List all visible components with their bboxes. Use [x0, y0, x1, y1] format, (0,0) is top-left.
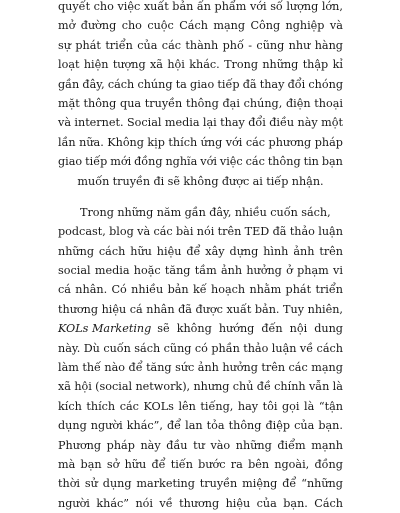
- word: và: [329, 19, 343, 33]
- word: bản.: [254, 302, 280, 316]
- word: những: [262, 58, 299, 72]
- word: các: [161, 38, 181, 52]
- word: hưởng: [246, 264, 282, 278]
- word: cuộc: [147, 19, 174, 33]
- word: tiếp: [266, 174, 289, 188]
- word: hàng: [314, 38, 343, 52]
- word: phương: [268, 135, 312, 149]
- word: để: [151, 457, 166, 471]
- word: tầm: [194, 264, 217, 278]
- text-line: [58, 16, 343, 35]
- word: tin: [303, 155, 319, 169]
- word: xuất: [226, 302, 252, 316]
- word: đã: [272, 225, 287, 239]
- text-line: [58, 94, 343, 113]
- word: xây: [205, 244, 225, 258]
- text-line: [58, 203, 343, 222]
- word: đây,: [209, 205, 232, 219]
- word: thảo: [243, 341, 269, 355]
- word: cuốn: [270, 205, 298, 219]
- paragraph-2: [58, 203, 343, 513]
- word: cho: [121, 19, 142, 33]
- word: ảnh: [197, 361, 219, 375]
- word: dụng: [58, 419, 87, 433]
- word: triển: [105, 38, 133, 52]
- word: Dù: [83, 341, 100, 355]
- word: kịp: [147, 135, 165, 149]
- word: “tận: [318, 399, 343, 413]
- text-line: [58, 377, 343, 396]
- word: truyền: [112, 174, 151, 188]
- word: vi: [333, 264, 343, 278]
- word: đã: [178, 302, 192, 316]
- word: internet.: [74, 116, 124, 130]
- word: cũng: [163, 341, 192, 355]
- word: ấn: [196, 0, 211, 13]
- text-column: [58, 0, 343, 513]
- word: chủ: [232, 380, 254, 394]
- paragraph-1: [58, 0, 343, 191]
- word: Trong: [224, 58, 258, 72]
- word: qua: [120, 96, 142, 110]
- word: những: [117, 205, 154, 219]
- word: nhân: [146, 302, 175, 316]
- word: xuất: [143, 0, 169, 13]
- word: truyền: [199, 477, 238, 491]
- text-line: [58, 0, 343, 16]
- word: bạn: [80, 457, 102, 471]
- word: thế: [82, 361, 101, 375]
- word: giao: [190, 77, 215, 91]
- book-title-italic: KOLs Marketing: [58, 322, 152, 336]
- word: hướng: [218, 322, 255, 336]
- word: gọi: [282, 399, 300, 413]
- word: lên: [178, 399, 196, 413]
- word: hiệu: [101, 302, 127, 316]
- word: để: [128, 361, 143, 375]
- word: thập: [302, 58, 329, 72]
- text-line: [58, 455, 343, 474]
- word: network),: [135, 380, 191, 394]
- word: thay: [220, 116, 245, 130]
- word: này: [297, 116, 318, 130]
- word: mở: [58, 19, 76, 33]
- word: social: [58, 264, 91, 278]
- word: cách: [316, 341, 343, 355]
- word: hoạch: [211, 283, 246, 297]
- word: sức: [175, 361, 195, 375]
- word: truyền: [144, 96, 183, 110]
- word: chóng: [308, 77, 343, 91]
- text-line: [58, 55, 343, 74]
- word: các: [119, 399, 139, 413]
- word: các: [153, 225, 173, 239]
- word: hiệu: [225, 496, 251, 510]
- word: ảnh: [220, 264, 243, 278]
- word: dung: [314, 322, 343, 336]
- word: ứng: [200, 135, 223, 149]
- word: Social: [126, 116, 162, 130]
- word: với: [200, 155, 217, 169]
- word: nội: [289, 322, 308, 336]
- word: chúng,: [243, 96, 283, 110]
- word: ảnh: [293, 244, 315, 258]
- text-line: [58, 242, 343, 261]
- word: nhận.: [291, 174, 324, 188]
- word: điểm: [277, 438, 306, 452]
- word: số: [270, 0, 283, 13]
- word: tiếp: [85, 155, 108, 169]
- word: được: [221, 174, 250, 188]
- word: đường: [80, 19, 117, 33]
- word: ra: [230, 457, 243, 471]
- word: mới: [110, 155, 132, 169]
- word: phần: [211, 341, 240, 355]
- word: thay: [259, 77, 285, 91]
- word: khác.: [189, 58, 220, 72]
- word: không: [176, 322, 212, 336]
- word: ở: [286, 264, 293, 278]
- word: như: [288, 38, 311, 52]
- word: -: [248, 38, 253, 52]
- word: nhằm: [249, 283, 282, 297]
- word: luận: [271, 341, 297, 355]
- word: tiến: [170, 457, 193, 471]
- word: nhân.: [75, 283, 108, 297]
- word: hữu: [124, 457, 147, 471]
- text-line: [58, 152, 343, 171]
- word: thảo: [289, 225, 315, 239]
- text-line: [58, 261, 343, 280]
- word: kỉ: [332, 58, 343, 72]
- word: thích: [168, 135, 198, 149]
- text-line: [58, 319, 343, 338]
- text-line: [58, 300, 343, 319]
- word: tăng: [146, 361, 172, 375]
- word: phố: [222, 38, 244, 52]
- word: về: [299, 341, 314, 355]
- word: miệng: [242, 477, 278, 491]
- text-line: [58, 222, 343, 241]
- word: nhưng: [193, 380, 230, 394]
- word: KOLs: [143, 399, 174, 413]
- word: hưởng: [222, 361, 258, 375]
- word: bài: [176, 225, 194, 239]
- word: nữa.: [79, 135, 104, 149]
- word: hội: [167, 58, 185, 72]
- word: bản: [172, 0, 194, 13]
- word: điều: [269, 116, 295, 130]
- word: đã: [242, 77, 257, 91]
- word: gần: [58, 77, 80, 91]
- text-line: [58, 494, 343, 513]
- word: trên: [261, 361, 286, 375]
- word: hiệu: [156, 244, 182, 258]
- word: gần: [184, 205, 206, 219]
- word: nào: [104, 361, 126, 375]
- word: với: [225, 135, 243, 149]
- word: media: [164, 116, 200, 130]
- text-line: [58, 133, 343, 152]
- word: nhiên,: [307, 302, 343, 316]
- word: sẽ: [167, 174, 181, 188]
- word: xã: [58, 380, 71, 394]
- word: đây,: [82, 77, 105, 91]
- word: bên: [248, 457, 270, 471]
- word: và: [137, 225, 151, 239]
- word: sẽ: [157, 322, 170, 336]
- word: Trong: [80, 205, 114, 219]
- word: lan: [185, 419, 203, 433]
- word: nghiệp: [285, 19, 325, 33]
- word: loạt: [58, 58, 80, 72]
- word: đổi: [287, 77, 306, 91]
- word: hội: [74, 380, 92, 394]
- word: đại: [222, 96, 240, 110]
- word: Không: [107, 135, 144, 149]
- word: người: [58, 496, 90, 510]
- word: triển: [315, 283, 343, 297]
- word: hoặc: [133, 264, 161, 278]
- word: khác”,: [126, 419, 163, 433]
- text-line: [58, 339, 343, 358]
- word: hình: [263, 244, 289, 258]
- word: bạn.: [318, 419, 343, 433]
- word: phát: [285, 283, 312, 297]
- word: “những: [301, 477, 343, 491]
- word: cách: [107, 77, 135, 91]
- word: chính: [274, 380, 306, 394]
- word: này.: [58, 341, 81, 355]
- word: để: [282, 477, 297, 491]
- word: kích: [58, 399, 82, 413]
- word: luận: [318, 225, 343, 239]
- word: sử: [84, 477, 98, 491]
- paragraph-gap: [58, 191, 343, 203]
- word: ngoài,: [274, 457, 310, 471]
- word: tôi: [262, 399, 278, 413]
- word: ta: [175, 77, 187, 91]
- word: các: [245, 155, 265, 169]
- word: đến: [261, 322, 283, 336]
- text-line: [58, 358, 343, 377]
- word: tiếp: [217, 77, 240, 91]
- word: đề: [256, 380, 271, 394]
- word: cuốn: [103, 341, 131, 355]
- word: dụng: [102, 477, 132, 491]
- word: podcast,: [58, 225, 106, 239]
- word: marketing: [136, 477, 195, 491]
- word: mặt: [58, 96, 80, 110]
- word: Công: [250, 19, 281, 33]
- word: dựng: [229, 244, 259, 258]
- word: bạn.: [283, 496, 308, 510]
- word: tư: [193, 438, 205, 452]
- word: phẩm: [214, 0, 247, 13]
- word: mạnh: [311, 438, 343, 452]
- word: sự: [58, 38, 71, 52]
- word: lớn,: [321, 0, 343, 13]
- word: hữu: [130, 244, 152, 258]
- word: đồng: [314, 457, 343, 471]
- word: thích: [86, 399, 116, 413]
- word: trên: [217, 225, 242, 239]
- word: phát: [75, 38, 101, 52]
- word: thông: [83, 96, 117, 110]
- word: đi: [153, 174, 165, 188]
- word: ai: [252, 174, 263, 188]
- text-line: [58, 416, 343, 435]
- word: Cách: [314, 496, 343, 510]
- word: xã: [149, 58, 163, 72]
- word: mạng: [213, 19, 246, 33]
- word: nói: [196, 225, 215, 239]
- word: thoại: [314, 96, 343, 110]
- text-line: [58, 36, 343, 55]
- word: có: [194, 341, 208, 355]
- word: của: [256, 496, 277, 510]
- word: thông: [267, 155, 301, 169]
- word: Tuy: [283, 302, 305, 316]
- word: (social: [95, 380, 133, 394]
- word: những: [58, 244, 94, 258]
- word: để: [186, 244, 201, 258]
- word: đồng: [134, 155, 163, 169]
- text-line: [58, 397, 343, 416]
- word: pháp: [314, 135, 343, 149]
- word: lần: [58, 135, 76, 149]
- word: tăng: [164, 264, 191, 278]
- word: đổi: [248, 116, 266, 130]
- word: được: [195, 302, 223, 316]
- word: sở: [106, 457, 120, 471]
- word: việc: [219, 155, 243, 169]
- word: một: [321, 116, 343, 130]
- word: vẫn: [308, 380, 330, 394]
- word: cho: [93, 0, 114, 13]
- word: nhiều: [234, 205, 267, 219]
- word: là: [332, 380, 343, 394]
- text-line: [58, 474, 343, 493]
- word: cách: [98, 244, 126, 258]
- word: thông: [185, 96, 219, 110]
- word: việc: [117, 0, 141, 13]
- word: những: [235, 438, 272, 452]
- word: lại: [202, 116, 217, 130]
- word: nói: [135, 496, 153, 510]
- word: bản: [167, 283, 189, 297]
- word: chúng: [137, 77, 173, 91]
- text-line: [58, 280, 343, 299]
- word: bạn: [321, 155, 343, 169]
- word: thương: [58, 302, 99, 316]
- word: kế: [193, 283, 207, 297]
- word: của: [294, 419, 315, 433]
- word: muốn: [77, 174, 110, 188]
- word: và: [58, 116, 71, 130]
- word: TED: [244, 225, 270, 239]
- word: quyết: [58, 0, 91, 13]
- word: thời: [58, 477, 81, 491]
- word: Cách: [179, 19, 208, 33]
- word: điện: [285, 96, 311, 110]
- word: media: [94, 264, 130, 278]
- word: pháp: [106, 438, 135, 452]
- word: bước: [198, 457, 226, 471]
- word: điệp: [265, 419, 291, 433]
- word: năm: [156, 205, 182, 219]
- word: nhiều: [131, 283, 164, 297]
- word: để: [167, 419, 182, 433]
- word: là: [304, 399, 315, 413]
- word: đầu: [166, 438, 188, 452]
- word: thông: [228, 419, 262, 433]
- text-line: [58, 75, 343, 94]
- word: giao: [58, 155, 83, 169]
- word: khác”: [96, 496, 129, 510]
- word: thành: [185, 38, 219, 52]
- word: Phương: [58, 438, 102, 452]
- word: cá: [129, 302, 143, 316]
- word: mạng: [311, 361, 343, 375]
- word: tỏa: [206, 419, 225, 433]
- word: blog: [109, 225, 134, 239]
- word: các: [245, 135, 266, 149]
- word: người: [90, 419, 123, 433]
- word: lượng: [286, 0, 319, 13]
- word: tiếng,: [200, 399, 234, 413]
- word: này: [140, 438, 161, 452]
- word: vào: [210, 438, 231, 452]
- word: của: [137, 38, 158, 52]
- word: làm: [58, 361, 79, 375]
- text-line-rest: [157, 319, 343, 338]
- word: thương: [179, 496, 220, 510]
- word: sách,: [301, 205, 331, 219]
- word: trên: [319, 244, 343, 258]
- word: các: [288, 361, 308, 375]
- word: nghĩa: [165, 155, 198, 169]
- word: cũng: [256, 38, 285, 52]
- word: hay: [237, 399, 259, 413]
- text-line: [58, 113, 343, 132]
- word: hiện: [83, 58, 109, 72]
- word: Có: [111, 283, 127, 297]
- word: tượng: [112, 58, 146, 72]
- word: với: [249, 0, 267, 13]
- word: phạm: [297, 264, 329, 278]
- word: sách: [134, 341, 161, 355]
- word: không: [183, 174, 219, 188]
- word: cá: [58, 283, 71, 297]
- text-line: [58, 172, 343, 191]
- text-line: [58, 436, 343, 455]
- word: mà: [58, 457, 76, 471]
- word: về: [159, 496, 173, 510]
